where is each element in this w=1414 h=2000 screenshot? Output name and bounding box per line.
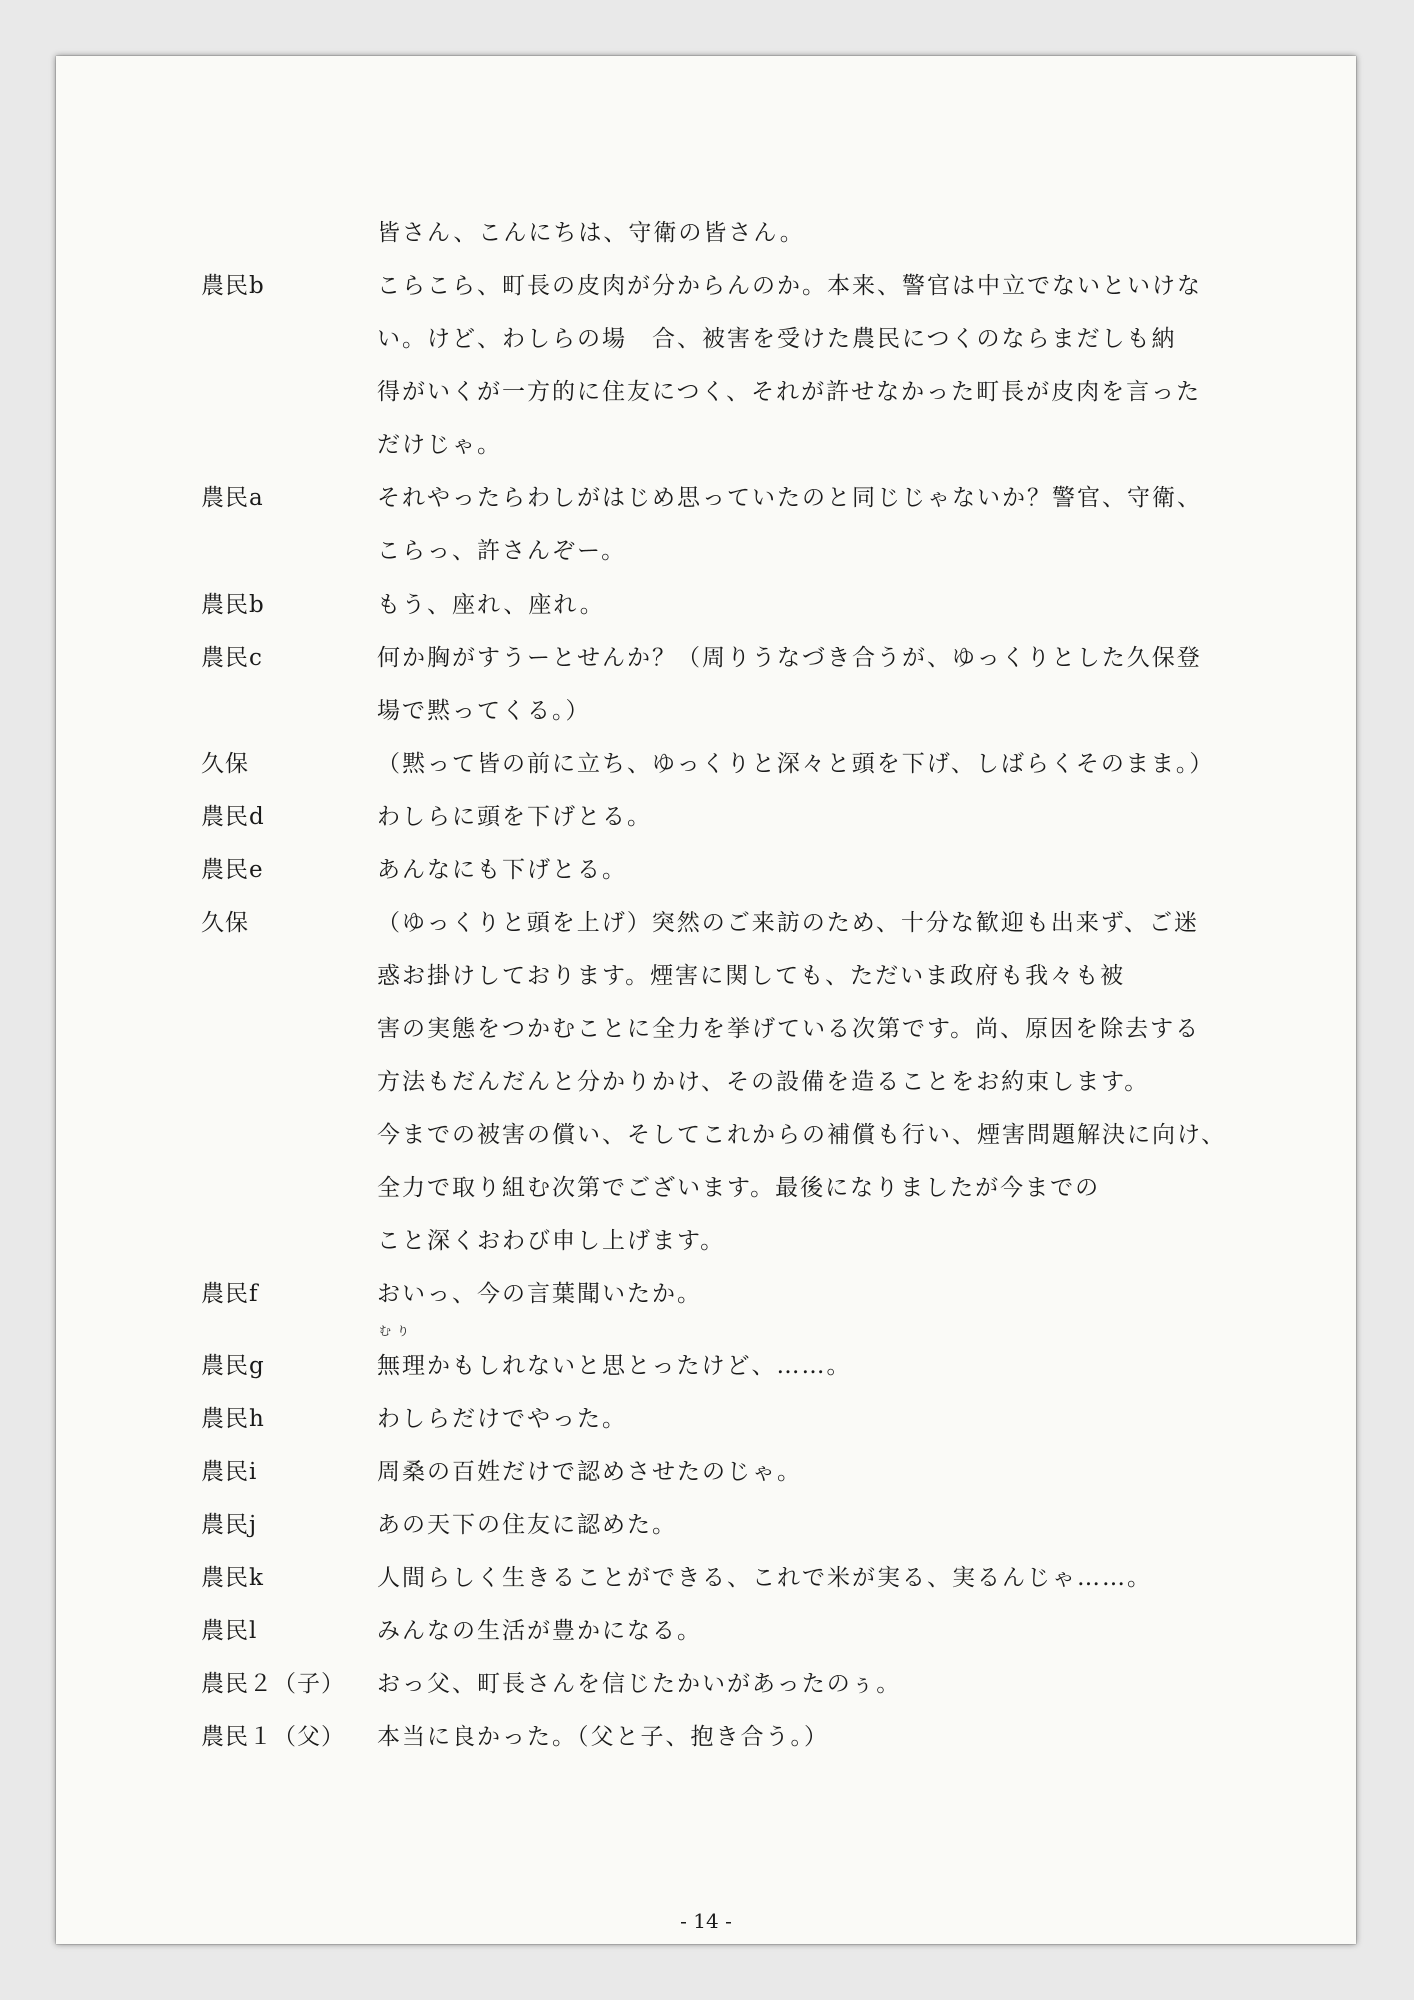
dialogue-text: 皆さん、こんにちは、守衛の皆さん。 [377, 220, 805, 246]
script-line [56, 691, 1356, 731]
dialogue-text: おいっ、今の言葉聞いたか。 [377, 1281, 702, 1307]
dialogue-text: 本当に良かった。（父と子、抱き合う。） [377, 1724, 829, 1750]
speaker-name: 農民i [201, 1459, 258, 1485]
script-line [56, 1168, 1356, 1208]
speaker-name: 農民j [201, 1512, 258, 1538]
script-line [56, 1558, 1356, 1598]
script-line [56, 1346, 1356, 1386]
script-line [56, 797, 1356, 837]
dialogue-text: こと深くおわび申し上げます。 [377, 1228, 726, 1254]
script-line [56, 478, 1356, 518]
script-line [56, 531, 1356, 571]
page-number: - 14 - [680, 1909, 732, 1933]
script-line [56, 1399, 1356, 1439]
speaker-name: 農民f [201, 1281, 259, 1307]
speaker-name: 農民b [201, 273, 265, 299]
speaker-name: 農民h [201, 1406, 265, 1432]
dialogue-text: （黙って皆の前に立ち、ゆっくりと深々と頭を下げ、しばらくそのまま。） [377, 751, 1215, 777]
speaker-name: 農民c [201, 645, 263, 671]
script-line [56, 903, 1356, 943]
script-line [56, 1505, 1356, 1545]
speaker-name: 農民e [201, 857, 264, 883]
dialogue-text: だけじゃ。 [377, 432, 502, 458]
script-line [56, 585, 1356, 625]
dialogue-text: 得がいくが一方的に住友につく、それが許せなかった町長が皮肉を言った [377, 379, 1202, 405]
script-line [56, 1717, 1356, 1757]
dialogue-text: わしらだけでやった。 [377, 1406, 627, 1432]
script-line [56, 425, 1356, 465]
script-line [56, 1009, 1356, 1049]
dialogue-text: 全力で取り組む次第でございます。最後になりましたが今までの [377, 1175, 1101, 1201]
script-line [56, 638, 1356, 678]
dialogue-text: それやったらわしがはじめ思っていたのと同じじゃないか？警官、守衛、 [377, 485, 1202, 511]
speaker-name: 久保 [201, 910, 249, 936]
furigana-reading: むり [379, 1324, 416, 1338]
dialogue-text: 周桑の百姓だけで認めさせたのじゃ。 [377, 1459, 802, 1485]
script-line [56, 1062, 1356, 1102]
dialogue-text: 方法もだんだんと分かりかけ、その設備を造ることをお約束します。 [377, 1069, 1150, 1095]
dialogue-text: わしらに頭を下げとる。 [377, 804, 652, 830]
dialogue-text: （ゆっくりと頭を上げ）突然のご来訪のため、十分な歓迎も出来ず、ご迷 [377, 910, 1200, 936]
speaker-name: 久保 [201, 751, 249, 777]
document-page [56, 56, 1356, 1944]
speaker-name: 農民１（父） [201, 1724, 345, 1750]
script-line [56, 1452, 1356, 1492]
script-line [56, 1611, 1356, 1651]
script-line [56, 1664, 1356, 1704]
dialogue-text: 場で黙ってくる。） [377, 698, 591, 724]
dialogue-text: あんなにも下げとる。 [377, 857, 627, 883]
script-line [56, 266, 1356, 306]
dialogue-text: みんなの生活が豊かになる。 [377, 1618, 702, 1644]
dialogue-text: こらっ、許さんぞー。 [377, 538, 627, 564]
script-line [56, 372, 1356, 412]
script-line [56, 956, 1356, 996]
dialogue-text: あの天下の住友に認めた。 [377, 1512, 677, 1538]
dialogue-text: おっ父、町長さんを信じたかいがあったのぅ。 [377, 1671, 902, 1697]
dialogue-text: 今までの被害の償い、そしてこれからの補償も行い、煙害問題解決に向け、 [377, 1122, 1227, 1148]
dialogue-text: 害の実態をつかむことに全力を挙げている次第です。尚、原因を除去する [377, 1016, 1201, 1042]
dialogue-text: 惑お掛けしております。煙害に関しても、ただいま政府も我々も被 [377, 963, 1126, 989]
script-line [56, 1274, 1356, 1314]
dialogue-text: もう、座れ、座れ。 [377, 592, 605, 618]
script-line [56, 850, 1356, 890]
script-line [56, 319, 1356, 359]
dialogue-text: こらこら、町長の皮肉が分からんのか。本来、警官は中立でないといけな [377, 273, 1202, 299]
speaker-name: 農民b [201, 592, 265, 618]
script-line [56, 213, 1356, 253]
dialogue-text: い。けど、わしらの場 合、被害を受けた農民につくのならまだしも納 [377, 326, 1177, 352]
dialogue-text: 無理かもしれないと思とったけど、……。 [377, 1353, 852, 1379]
dialogue-text: 何か胸がすうーとせんか？（周りうなづき合うが、ゆっくりとした久保登 [377, 645, 1202, 671]
script-line [56, 1115, 1356, 1155]
dialogue-text: 人間らしく生きることができる、これで米が実る、実るんじゃ……。 [377, 1565, 1152, 1591]
speaker-name: 農民２（子） [201, 1671, 345, 1697]
script-line [56, 1221, 1356, 1261]
speaker-name: 農民d [201, 804, 265, 830]
script-line [56, 744, 1356, 784]
speaker-name: 農民l [201, 1618, 258, 1644]
speaker-name: 農民k [201, 1565, 264, 1591]
speaker-name: 農民g [201, 1353, 265, 1379]
speaker-name: 農民a [201, 485, 264, 511]
